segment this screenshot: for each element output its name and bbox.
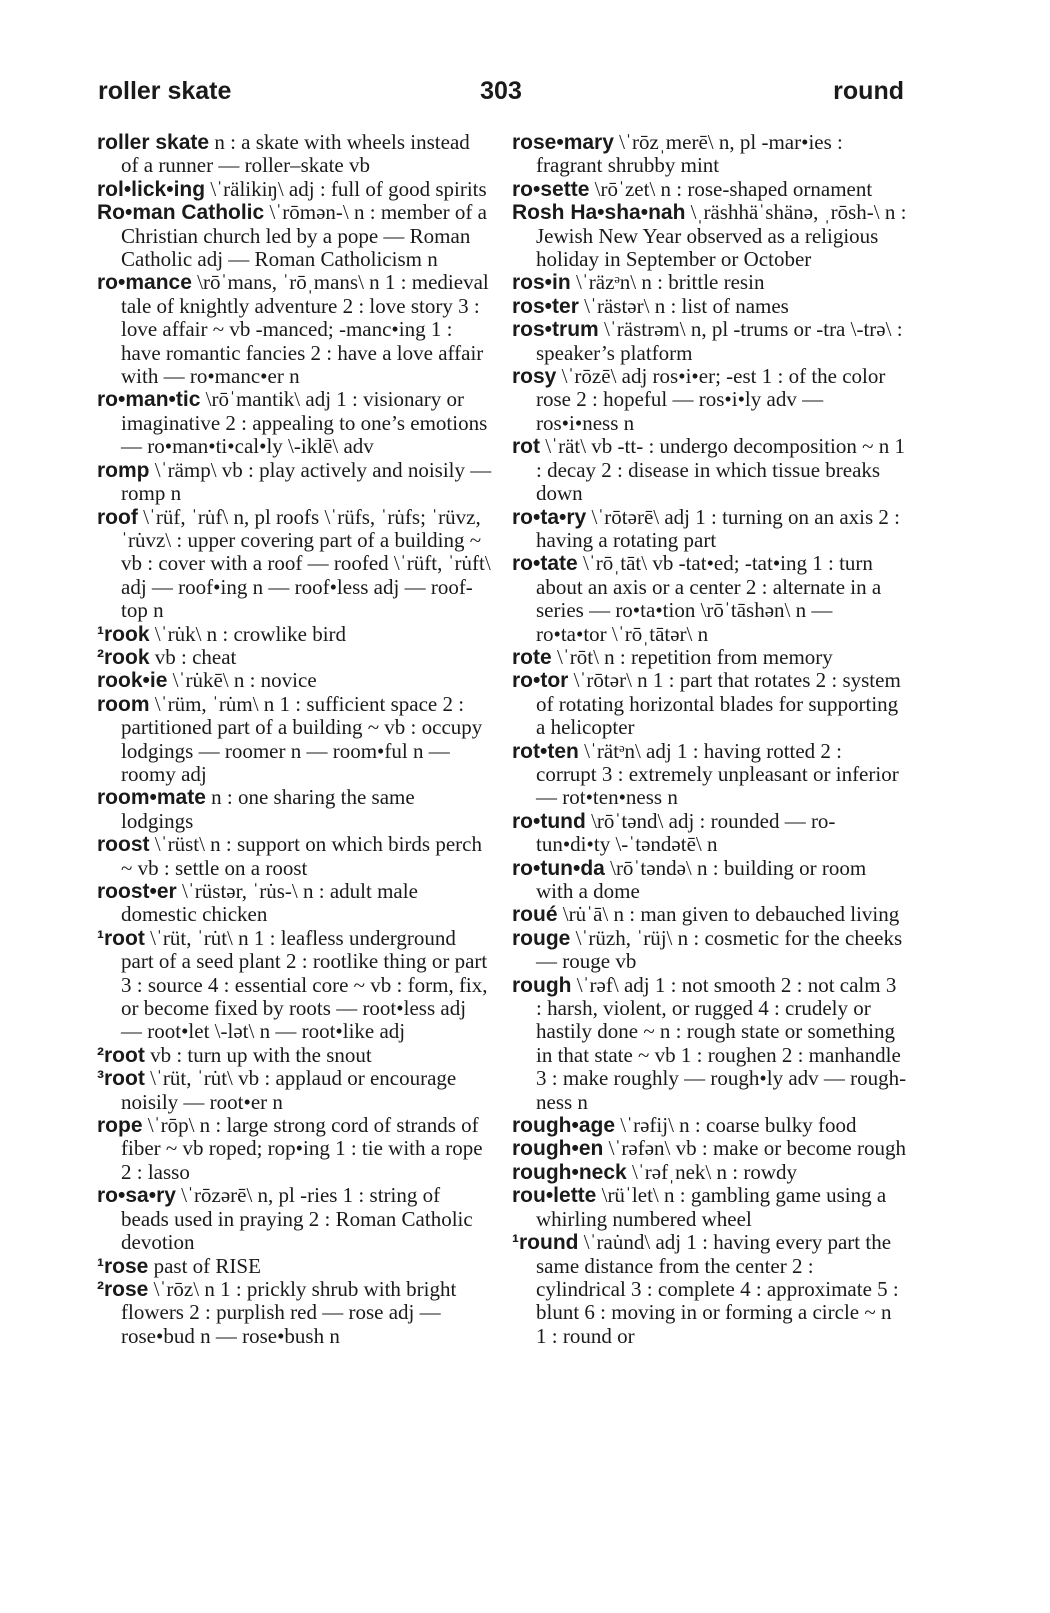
dictionary-entry	[512, 131, 907, 178]
entry-text: rosy \ˈrōzē\ adj ros•i•er; -est 1 : of the color rose 2 : hopeful — ros•i•ly adv — ros•i•ness n	[512, 364, 886, 435]
dictionary-entry	[97, 669, 492, 692]
entry-text: ²rose \ˈrōz\ n 1 : prickly shrub with bright flowers 2 : purplish red — rose adj — rose•bud n — rose•bush n	[97, 1276, 457, 1348]
entry-text: rook•ie \ˈru̇kē\ n : novice	[97, 668, 317, 693]
dictionary-entry	[512, 646, 907, 669]
entry-headword: ¹round	[512, 1231, 579, 1255]
entry-text: romp \ˈrämp\ vb : play actively and noisily — romp n	[97, 457, 492, 506]
entry-text: ro•sa•ry \ˈrōzərē\ n, pl -ries 1 : string of beads used in praying 2 : Roman Catholic devotion	[97, 1183, 473, 1255]
dictionary-entry	[97, 880, 492, 927]
left-column	[97, 131, 492, 1348]
entry-text: ros•trum \ˈrästrəm\ n, pl -trums or -tra \-trə\ : speaker’s platform	[512, 317, 903, 365]
dictionary-entry	[512, 740, 907, 810]
entry-text: rose•mary \ˈrōzˌmerē\ n, pl -mar•ies : fragrant shrubby mint	[512, 130, 843, 178]
dictionary-entry	[512, 1184, 907, 1231]
entry-headword: ¹root	[97, 926, 145, 950]
page-number: 303	[480, 77, 522, 105]
dictionary-entry	[97, 178, 492, 201]
entry-headword: room	[97, 692, 150, 716]
entry-text: rope \ˈrōp\ n : large strong cord of strands of fiber ~ vb roped; rop•ing 1 : tie with a rope 2 : lasso	[97, 1113, 483, 1184]
entry-text: roof \ˈrüf, ˈru̇f\ n, pl roofs \ˈrüfs, ˈru̇fs; ˈrüvz, ˈru̇vz\ : upper covering part of a building ~ vb : cover with a roof — roofed \ˈrüft, ˈru̇ft\ adj — roof•ing n — roof•less adj — roof-top n	[97, 504, 491, 623]
entry-text: ²rook vb : cheat	[97, 644, 237, 669]
entry-text: rot•ten \ˈrätᵊn\ adj 1 : having rotted 2 : corrupt 3 : extremely unpleasant or inferior — rot•ten•ness n	[512, 738, 899, 810]
entry-headword: ²rook	[97, 645, 150, 669]
entry-headword: ros•ter	[512, 294, 579, 318]
dictionary-entry	[512, 810, 907, 857]
dictionary-entry	[512, 927, 907, 974]
entry-headword: ro•mance	[97, 271, 192, 295]
dictionary-entry	[97, 1067, 492, 1114]
entry-text: ro•tate \ˈrōˌtāt\ vb -tat•ed; -tat•ing 1 : turn about an axis or a center 2 : alternate in a series — ro•ta•tion \rōˈtāshən\ n — ro•ta•tor \ˈrōˌtātər\ n	[512, 551, 882, 646]
entry-text: ro•sette \rōˈzet\ n : rose-shaped ornament	[512, 176, 873, 201]
entry-headword: room•mate	[97, 786, 206, 810]
dictionary-entry	[512, 318, 907, 365]
guide-word-right: round	[833, 77, 904, 105]
dictionary-entry	[512, 1161, 907, 1184]
entry-text: rou•lette \rüˈlet\ n : gambling game using a whirling numbered wheel	[512, 1183, 887, 1231]
dictionary-entry	[97, 833, 492, 880]
dictionary-entry	[97, 786, 492, 833]
entry-text: rough•en \ˈrəfən\ vb : make or become rough	[512, 1136, 906, 1161]
entry-headword: Ro•man Catholic	[97, 201, 265, 225]
entry-headword: rose•mary	[512, 131, 614, 154]
guide-word-left: roller skate	[98, 77, 232, 105]
entry-text: rote \ˈrōt\ n : repetition from memory	[512, 644, 833, 669]
entry-text: roué \ru̇ˈā\ n : man given to debauched living	[512, 902, 900, 927]
entry-headword: rosy	[512, 365, 557, 389]
entry-headword: rou•lette	[512, 1184, 597, 1208]
entry-headword: rough	[512, 973, 572, 997]
dictionary-entry	[512, 178, 907, 201]
dictionary-entry	[512, 857, 907, 904]
entry-text: ¹rook \ˈru̇k\ n : crowlike bird	[97, 621, 347, 646]
entry-headword: ro•tor	[512, 669, 569, 693]
entry-headword: Rosh Ha•sha•nah	[512, 201, 686, 225]
entry-text: roller skate n : a skate with wheels instead of a runner — roller–skate vb	[97, 130, 470, 178]
entry-text: ro•man•tic \rōˈmantik\ adj 1 : visionary or imaginative 2 : appealing to one’s emotions — ro•man•ti•cal•ly \-iklē\ adv	[97, 387, 488, 459]
entry-text: rol•lick•ing \ˈrälikiŋ\ adj : full of good spirits	[97, 176, 487, 201]
dictionary-entry	[512, 295, 907, 318]
dictionary-entry	[97, 201, 492, 271]
entry-headword: ²root	[97, 1043, 145, 1067]
dictionary-entry	[97, 693, 492, 787]
dictionary-entry	[97, 271, 492, 388]
entry-headword: rough•age	[512, 1114, 616, 1138]
entry-text: ¹root \ˈrüt, ˈru̇t\ n 1 : leafless underground part of a seed plant 2 : rootlike thing or part 3 : source 4 : essential core ~ vb : form, fix, or become fixed by roots — root•less adj — root•let \-lət\ n — root•like adj	[97, 925, 488, 1044]
entry-text: room•mate n : one sharing the same lodgings	[97, 785, 415, 833]
entry-headword: ro•sa•ry	[97, 1184, 176, 1208]
dictionary-entry	[512, 435, 907, 505]
dictionary-entry	[97, 646, 492, 669]
dictionary-entry	[97, 927, 492, 1044]
entry-text: Rosh Ha•sha•nah \ˌräshhäˈshänə, ˌrōsh-\ n : Jewish New Year observed as a religious holiday in September or October	[512, 200, 907, 272]
dictionary-entry	[97, 1255, 492, 1278]
dictionary-entry	[97, 506, 492, 623]
dictionary-entry	[512, 1137, 907, 1160]
dictionary-entry	[512, 1114, 907, 1137]
dictionary-entry	[512, 201, 907, 271]
entry-headword: ro•sette	[512, 177, 590, 201]
entry-text: ¹rose past of RISE	[97, 1253, 261, 1278]
entry-headword: rot•ten	[512, 739, 579, 763]
entry-headword: romp	[97, 458, 150, 482]
entry-headword: roost•er	[97, 880, 177, 903]
dictionary-entry	[97, 1278, 492, 1348]
entry-headword: ¹rook	[97, 622, 150, 646]
running-header	[98, 76, 904, 112]
entry-text: ro•ta•ry \ˈrōtərē\ adj 1 : turning on an axis 2 : having a rotating part	[512, 504, 900, 552]
entry-text: rot \ˈrät\ vb -tt- : undergo decomposition ~ n 1 : decay 2 : disease in which tissue breaks down	[512, 434, 905, 506]
dictionary-entry	[512, 365, 907, 435]
dictionary-entry	[97, 131, 492, 178]
entry-headword: rope	[97, 1114, 143, 1138]
dictionary-entry	[512, 903, 907, 926]
entry-text: roost•er \ˈrüstər, ˈru̇s-\ n : adult male domestic chicken	[97, 879, 418, 927]
dictionary-entry	[97, 1044, 492, 1067]
entry-text: rough•neck \ˈrəfˌnek\ n : rowdy	[512, 1159, 797, 1184]
dictionary-entry	[97, 623, 492, 646]
entry-text: ¹round \ˈrau̇nd\ adj 1 : having every part the same distance from the center 2 : cylindrical 3 : complete 4 : approximate 5 : blunt 6 : moving in or forming a circle ~ n 1 : round or	[512, 1230, 899, 1348]
dictionary-entry	[512, 974, 907, 1114]
dictionary-entry	[512, 552, 907, 646]
entry-headword: ro•man•tic	[97, 388, 201, 412]
entry-headword: ²rose	[97, 1277, 149, 1301]
entry-headword: ro•tund	[512, 809, 586, 833]
dictionary-entry	[97, 1184, 492, 1254]
entry-headword: roué	[512, 903, 558, 927]
entry-text: ros•in \ˈräzᵊn\ n : brittle resin	[512, 270, 765, 295]
entry-headword: ros•in	[512, 271, 571, 295]
entry-headword: rouge	[512, 926, 571, 950]
entry-text: ros•ter \ˈrästər\ n : list of names	[512, 293, 789, 318]
entry-headword: rol•lick•ing	[97, 177, 206, 201]
entry-headword: ros•trum	[512, 318, 599, 342]
dictionary-entry	[512, 271, 907, 294]
entry-text: Ro•man Catholic \ˈrōmən-\ n : member of a Christian church led by a pope — Roman Catholic adj — Roman Catholicism n	[97, 200, 487, 272]
dictionary-entry	[97, 388, 492, 458]
entry-headword: roller skate	[97, 131, 210, 154]
dictionary-entry	[97, 1114, 492, 1184]
entry-text: rough \ˈrəf\ adj 1 : not smooth 2 : not calm 3 : harsh, violent, or rugged 4 : crudely or hastily done ~ n : rough state or something in that state ~ vb 1 : roughen 2 : manhandle 3 : make roughly — rough•ly adv — rough-ness n	[512, 972, 907, 1114]
entry-text: ro•mance \rōˈmans, ˈrōˌmans\ n 1 : medieval tale of knightly adventure 2 : love story 3 : love affair ~ vb -manced; -manc•ing 1 : have romantic fancies 2 : have a love affair with — ro•manc•er n	[97, 270, 489, 389]
dictionary-entry	[512, 506, 907, 553]
entry-text: ³root \ˈrüt, ˈru̇t\ vb : applaud or encourage noisily — root•er n	[97, 1066, 457, 1114]
entry-text: rouge \ˈrüzh, ˈrüj\ n : cosmetic for the cheeks — rouge vb	[512, 925, 903, 974]
entry-text: roost \ˈrüst\ n : support on which birds perch ~ vb : settle on a roost	[97, 832, 482, 880]
dictionary-entry	[512, 669, 907, 739]
entry-headword: rook•ie	[97, 669, 168, 693]
dictionary-entry	[97, 459, 492, 506]
entry-headword: rot	[512, 435, 540, 459]
entry-headword: rough•en	[512, 1137, 604, 1161]
entry-headword: roof	[97, 505, 138, 529]
entry-text: ro•tun•da \rōˈtəndə\ n : building or room with a dome	[512, 855, 867, 903]
right-column	[512, 131, 907, 1348]
entry-headword: rough•neck	[512, 1160, 627, 1184]
entry-text: ro•tund \rōˈtənd\ adj : rounded — ro-tun•di•ty \-ˈtəndətē\ n	[512, 808, 836, 857]
entry-text: room \ˈrüm, ˈru̇m\ n 1 : sufficient space 2 : partitioned part of a building ~ vb : occupy lodgings — roomer n — room•ful n — roomy adj	[97, 691, 483, 786]
entry-headword: rote	[512, 645, 552, 669]
entry-headword: ro•ta•ry	[512, 505, 587, 529]
dictionary-entry	[512, 1231, 907, 1348]
entry-text: ²root vb : turn up with the snout	[97, 1042, 372, 1067]
entry-headword: ³root	[97, 1067, 145, 1091]
entry-headword: ¹rose	[97, 1254, 149, 1278]
entry-text: ro•tor \ˈrōtər\ n 1 : part that rotates 2 : system of rotating horizontal blades for supporting a helicopter	[512, 668, 901, 740]
entry-text: rough•age \ˈrəfij\ n : coarse bulky food	[512, 1113, 857, 1138]
entry-headword: ro•tate	[512, 552, 578, 576]
entry-headword: roost	[97, 833, 150, 857]
entry-headword: ro•tun•da	[512, 856, 605, 880]
